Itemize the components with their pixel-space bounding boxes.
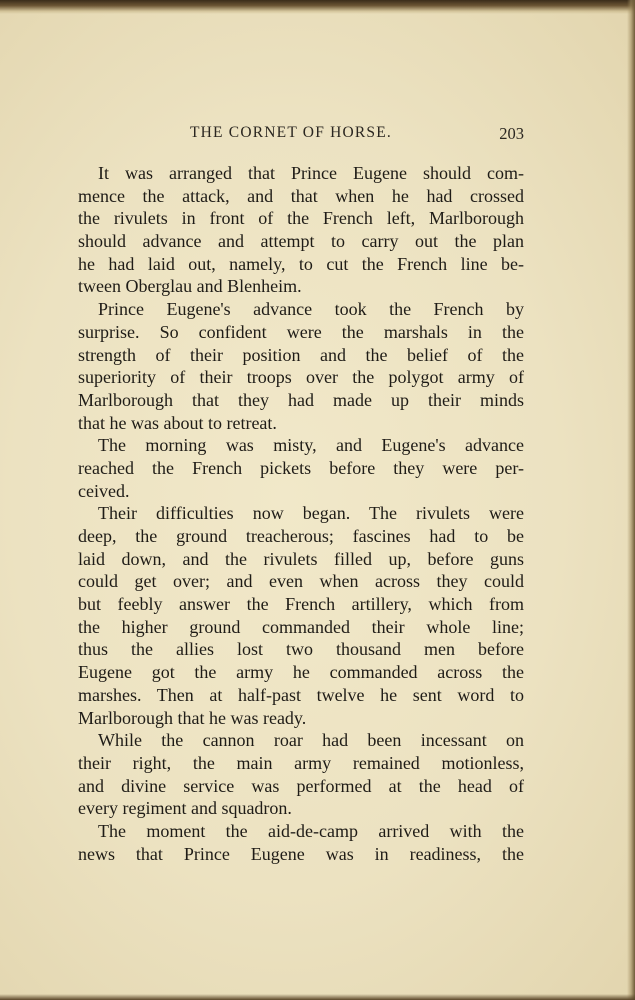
body-text bbox=[78, 162, 524, 865]
text-line: superiority of their troops over the polygot army of bbox=[78, 367, 524, 388]
text-line: It was arranged that Prince Eugene should com- bbox=[98, 163, 524, 183]
text-line: the rivulets in front of the French left, Marlborough bbox=[78, 208, 524, 229]
text-line: should advance and attempt to carry out the plan bbox=[78, 231, 524, 252]
text-line: While the cannon roar had been incessant on bbox=[98, 730, 524, 751]
page-right-edge-shadow bbox=[627, 0, 635, 1000]
text-line: surprise. So confident were the marshals in the bbox=[78, 321, 524, 342]
text-line: could get over; and even when across they could bbox=[78, 571, 524, 592]
text-line: their right, the main army remained motionless, bbox=[78, 752, 524, 773]
text-line: Marlborough that they had made up their minds bbox=[78, 389, 524, 410]
text-line: Marlborough that he was ready. bbox=[78, 707, 307, 728]
text-line: he had laid out, namely, to cut the French line be- bbox=[78, 253, 524, 274]
text-line: The moment the aid-de-camp arrived with the bbox=[98, 820, 524, 841]
text-line: thus the allies lost two thousand men before bbox=[78, 639, 524, 660]
text-line: deep, the ground treacherous; fascines had to be bbox=[78, 526, 524, 546]
text-line: marshes. Then at half-past twelve he sent word to bbox=[78, 684, 524, 705]
text-line: Prince Eugene's advance took the French by bbox=[98, 299, 524, 320]
text-line: strength of their position and the belief of the bbox=[78, 344, 524, 365]
text-line: but feebly answer the French artillery, which from bbox=[78, 594, 524, 615]
text-line: Their difficulties now began. The rivulets were bbox=[98, 503, 524, 524]
text-line: The morning was misty, and Eugene's advance bbox=[98, 435, 524, 456]
text-line: mence the attack, and that when he had crossed bbox=[78, 185, 524, 206]
text-line: laid down, and the rivulets filled up, before guns bbox=[78, 548, 524, 569]
text-line: the higher ground commanded their whole line; bbox=[78, 616, 524, 637]
text-line: news that Prince Eugene was in readiness, the bbox=[78, 843, 524, 864]
text-line: tween Oberglau and Blenheim. bbox=[78, 276, 302, 297]
text-line: that he was about to retreat. bbox=[78, 412, 277, 433]
text-line: ceived. bbox=[78, 480, 130, 501]
text-line: every regiment and squadron. bbox=[78, 798, 292, 819]
page-bottom-edge-shadow bbox=[0, 994, 635, 1000]
running-title: THE CORNET OF HORSE. bbox=[190, 124, 392, 141]
running-head bbox=[78, 124, 524, 146]
page-top-edge-shadow bbox=[0, 0, 635, 14]
text-line: reached the French pickets before they were per- bbox=[78, 457, 524, 478]
text-line: Eugene got the army he commanded across the bbox=[78, 662, 524, 683]
page-number: 203 bbox=[499, 124, 524, 143]
text-line: and divine service was performed at the head of bbox=[78, 775, 524, 796]
